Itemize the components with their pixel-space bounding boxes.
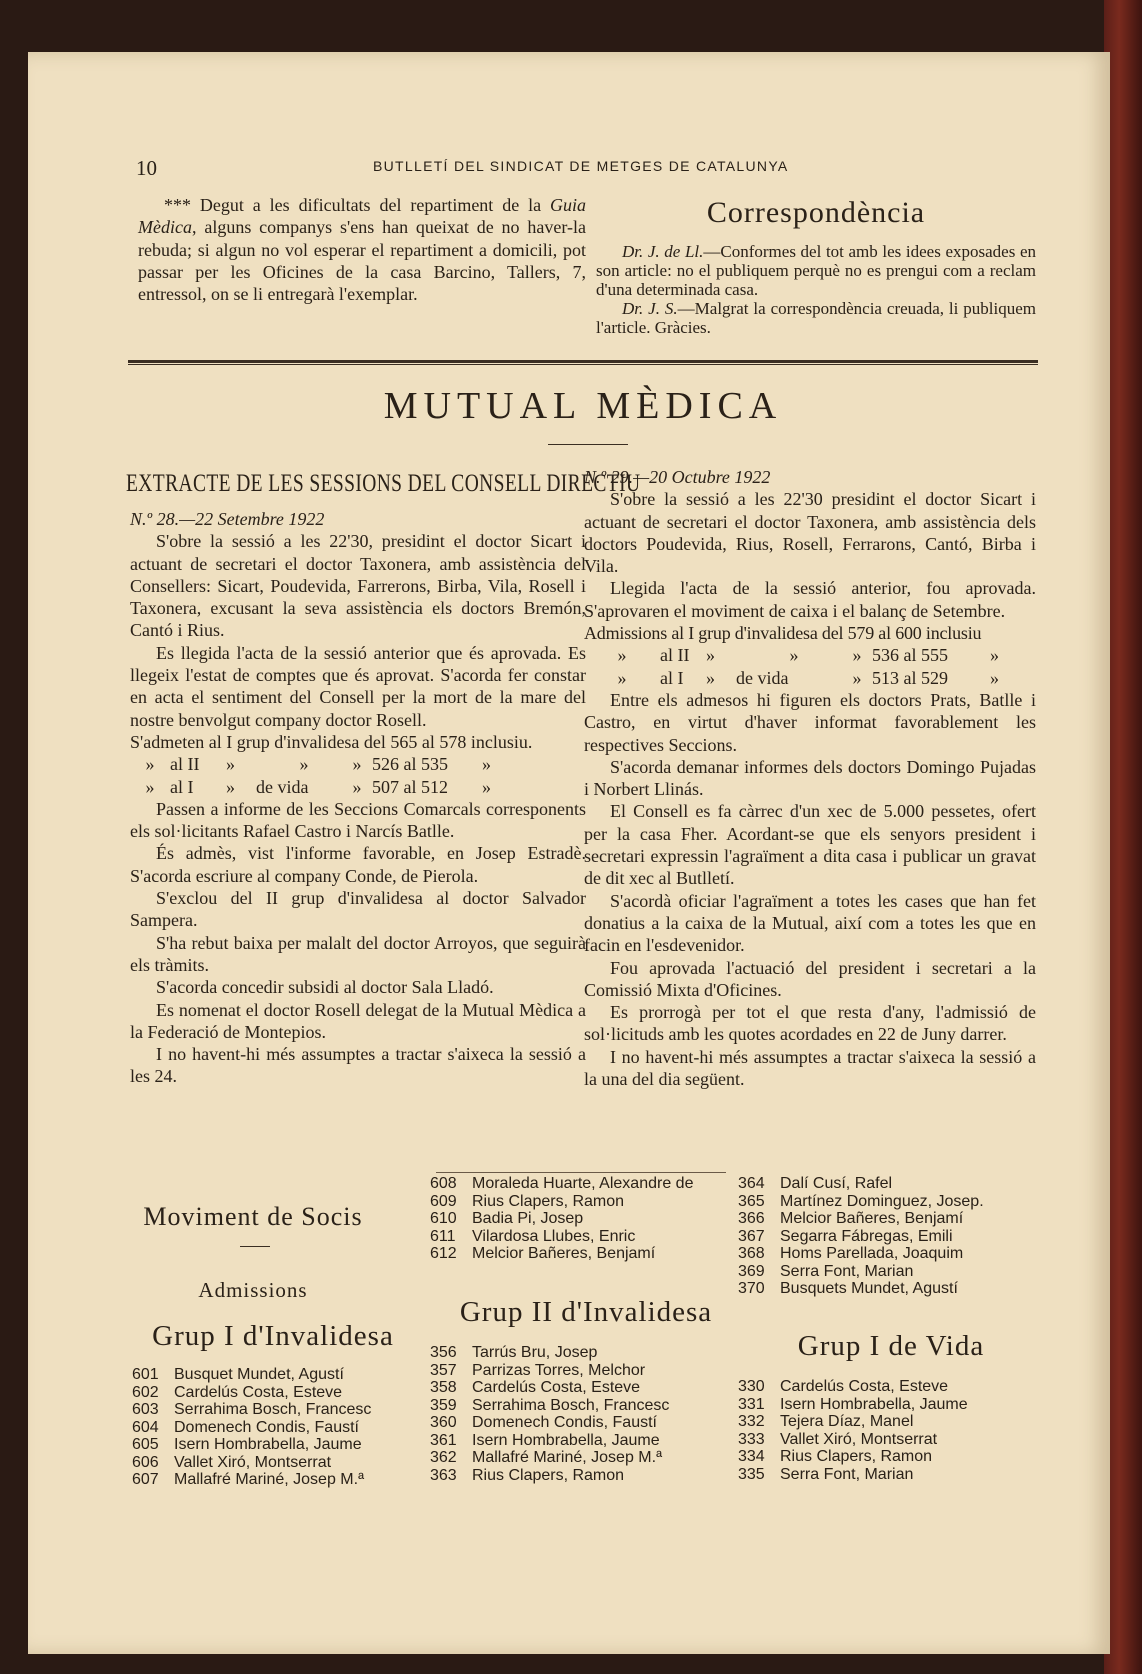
notice-text-rest: , alguns companys s'ens han queixat de no haver-la rebuda; si algun no vol esperar el repartiment a domicili, pot passar per les Oficines de la casa Barcino, Tallers, 7, entressol, on se li entregarà l'exemplar. xyxy=(138,217,586,305)
list-item: 607 Mallafré Mariné, Josep M.ª xyxy=(132,1471,364,1488)
session-paragraph: S'obre la sessió a les 22'30 presidint el doctor Sicart i actuant de secretari el doctor Taxonera, amb assistència dels doctors Poudevida, Rius, Rosell, Ferrarons, Cantó, Birba i Vila. xyxy=(584,489,1036,577)
list-item: 601 Busquet Mundet, Agustí xyxy=(132,1366,344,1383)
vida-title: Grup I de Vida xyxy=(797,1330,985,1362)
session-paragraph: Es nomenat el doctor Rosell delegat de la Mutual Mèdica a la Federació de Montepios. xyxy=(130,999,586,1042)
list-item: 335 Serra Font, Marian xyxy=(738,1465,914,1483)
session-paragraph: És admès, vist l'informe favorable, en Josep Estradè. S'acorda escriure al company Conde, de Pierola. xyxy=(130,843,586,886)
session-paragraph: El Consell es fa càrrec d'un xec de 5.000 pessetes, ofert per la casa Fher. Acordant-se que els senyors president i secretari expressin l'agraïment a dita casa i publicar un gravat de dit xec al Butlletí. xyxy=(584,801,1036,889)
admissions-row: » al I » de vida » 513 al 529 » xyxy=(617,667,999,688)
correspondence-who: Dr. J. de Ll. xyxy=(622,242,704,261)
correspondence-who: Dr. J. S. xyxy=(622,299,678,318)
list-item: 606 Vallet Xiró, Montserrat xyxy=(132,1453,332,1471)
session-paragraph: Fou aprovada l'actuació del president i secretari a la Comissió Mixta d'Oficines. xyxy=(584,957,1036,1000)
list-item: 358 Cardelús Costa, Esteve xyxy=(430,1379,641,1396)
list-item: 332 Tejera Díaz, Manel xyxy=(738,1413,914,1430)
notice-paragraph xyxy=(138,194,586,305)
grup2-title: Grup II d'Invalidesa xyxy=(459,1296,713,1328)
session-paragraph: I no havent-hi més assumptes a tractar s'aixeca la sessió a les 24. xyxy=(130,1044,586,1087)
session-paragraph: S'ha rebut baixa per malalt del doctor Arroyos, que seguirà els tràmits. xyxy=(130,932,586,975)
session-heading: N.º 29.—20 Octubre 1922 xyxy=(584,467,771,487)
correspondence-section xyxy=(596,242,1036,337)
list-item: 361 Isern Hombrabella, Jaume xyxy=(430,1431,660,1449)
list-item: 610 Badia Pi, Josep xyxy=(430,1210,584,1227)
list-item: 363 Rius Clapers, Ramon xyxy=(430,1466,625,1484)
list-item: 602 Cardelús Costa, Esteve xyxy=(132,1383,343,1401)
session-paragraph: S'acorda concedir subsidi al doctor Sala Lladó. xyxy=(156,977,494,998)
correspondence-text: —Malgrat la correspondència creuada, li publiquem l'article. Gràcies. xyxy=(596,299,1036,337)
list-item: 605 Isern Hombrabella, Jaume xyxy=(132,1436,362,1453)
list-item: 360 Domenech Condis, Faustí xyxy=(430,1414,657,1431)
list-item: 370 Busquets Mundet, Agustí xyxy=(738,1280,958,1297)
list-item: 334 Rius Clapers, Ramon xyxy=(738,1448,933,1465)
list-item: 603 Serrahima Bosch, Francesc xyxy=(132,1401,372,1418)
session-paragraph: Passen a informe de les Seccions Comarcals corresponents els sol·licitants Rafael Castro i Narcís Batlle. xyxy=(130,798,586,842)
list-item: 330 Cardelús Costa, Esteve xyxy=(738,1378,949,1395)
list-item: 331 Isern Hombrabella, Jaume xyxy=(738,1395,968,1413)
list-item: 368 Homs Parellada, Joaquim xyxy=(738,1245,964,1262)
section-title: EXTRACTE DE LES SESSIONS DEL CONSELL DIRECTIU xyxy=(126,470,641,497)
session-heading: N.º 28.—22 Setembre 1922 xyxy=(130,509,325,529)
list-item: 356 Tarrús Bru, Josep xyxy=(430,1344,598,1361)
session-paragraph: I no havent-hi més assumptes a tractar s'aixeca la sessió a la una del dia següent. xyxy=(584,1046,1036,1090)
admissions-line: Admissions al I grup d'invalidesa del 579 al 600 inclusiu xyxy=(584,623,982,644)
session-paragraph: Es prorrogà per tot el que resta d'any, l'admissió de sol·licituds amb les quotes acordades en 22 de Juny darrer. xyxy=(584,1002,1036,1045)
list-item: 366 Melcior Bañeres, Benjamí xyxy=(738,1210,964,1227)
list-item: 369 Serra Font, Marian xyxy=(738,1262,914,1280)
list-item: 364 Dalí Cusí, Rafel xyxy=(738,1175,893,1192)
admissions-line: S'admeten al I grup d'invalidesa del 565 al 578 inclusiu. xyxy=(130,731,533,752)
list-item: 365 Martínez Dominguez, Josep. xyxy=(738,1192,984,1210)
list-item: 608 Moraleda Huarte, Alexandre de xyxy=(430,1175,694,1192)
admissions-row: » al II » » » 526 al 535 » xyxy=(145,754,491,775)
list-item: 609 Rius Clapers, Ramon xyxy=(430,1192,625,1210)
running-title: BUTLLETÍ DEL SINDICAT DE METGES DE CATALUNYA xyxy=(373,158,789,174)
session-paragraph: S'obre la sessió a les 22'30, presidint el doctor Sicart i actuant de secretari el doctor Taxonera, amb assistència del Consellers: Sicart, Poudevida, Farrerons, Birba, Vila, Rosell i Taxonera, excusant la seva assistència els doctors Bremón, Cantó i Rius. xyxy=(130,531,586,641)
admissions-row: » al I » de vida » 507 al 512 » xyxy=(145,776,491,797)
session-paragraph: Es llegida l'acta de la sessió anterior que és aprovada. Es llegeix l'estat de comptes que és aprovat. S'acorda fer constar en acta el sentiment del Consell per la mort de la mare del nostre benvolgut company doctor Rosell. xyxy=(130,642,586,730)
list-item: 612 Melcior Bañeres, Benjamí xyxy=(430,1245,656,1262)
list-item: 359 Serrahima Bosch, Francesc xyxy=(430,1396,670,1414)
list-item: 611 Vilardosa Llubes, Enric xyxy=(430,1227,636,1245)
page-number: 10 xyxy=(136,156,157,180)
session-paragraph: Llegida l'acta de la sessió anterior, fou aprovada. S'aprovaren el moviment de caixa i el balanç de Setembre. xyxy=(584,578,1036,621)
grup1-list xyxy=(132,1366,371,1489)
divider-rule xyxy=(436,1172,726,1173)
admissions-subtitle: Admissions xyxy=(198,1278,308,1302)
list-item: 367 Segarra Fábregas, Emili xyxy=(738,1227,953,1245)
session-29 xyxy=(584,466,1036,1090)
list-item: 333 Vallet Xiró, Montserrat xyxy=(738,1430,938,1448)
notice-text-start: *** Degut a les dificultats del repartiment de la xyxy=(164,195,542,215)
list-item: 362 Mallafré Mariné, Josep M.ª xyxy=(430,1449,662,1466)
grup2-list-continued xyxy=(738,1175,984,1298)
mutual-title: MUTUAL MÈDICA xyxy=(383,385,783,427)
grup1-list-continued xyxy=(430,1175,693,1263)
list-item: 357 Parrizas Torres, Melchor xyxy=(430,1361,646,1379)
correspondence-text: —Conformes del tot amb les idees exposades en son article: no el publiquem perquè no es prengui com a reclam d'una determinada casa. xyxy=(596,242,1036,299)
section-divider xyxy=(128,360,1038,363)
notice-guide-title: Guia Mèdica xyxy=(138,195,587,238)
session-paragraph: S'acordà oficiar l'agraïment a totes les cases que han fet donatius a la caixa de la Mutual, així com a totes les que en facin en l'esdevenidor. xyxy=(584,890,1036,956)
grup1-title: Grup I d'Invalidesa xyxy=(152,1320,394,1352)
session-28 xyxy=(130,508,586,1088)
session-paragraph: S'exclou del II grup d'invalidesa al doctor Salvador Sampera. xyxy=(130,888,586,931)
grup2-list xyxy=(430,1344,669,1484)
admissions-row: » al II » » » 536 al 555 » xyxy=(617,645,999,666)
moviment-title: Moviment de Socis xyxy=(143,1202,363,1231)
section-divider-thin xyxy=(128,364,1038,365)
list-item: 604 Domenech Condis, Faustí xyxy=(132,1418,359,1436)
document-page xyxy=(28,52,1110,1654)
vida-list xyxy=(738,1378,968,1483)
session-paragraph: S'acorda demanar informes dels doctors Domingo Pujadas i Norbert Llinás. xyxy=(584,756,1036,800)
title-underline xyxy=(548,444,628,445)
session-paragraph: Entre els admesos hi figuren els doctors Prats, Batlle i Castro, en virtut d'haver informat favorablement les respectives Seccions. xyxy=(584,689,1036,755)
correspondence-title: Correspondència xyxy=(706,196,926,229)
title-underline xyxy=(240,1246,270,1247)
